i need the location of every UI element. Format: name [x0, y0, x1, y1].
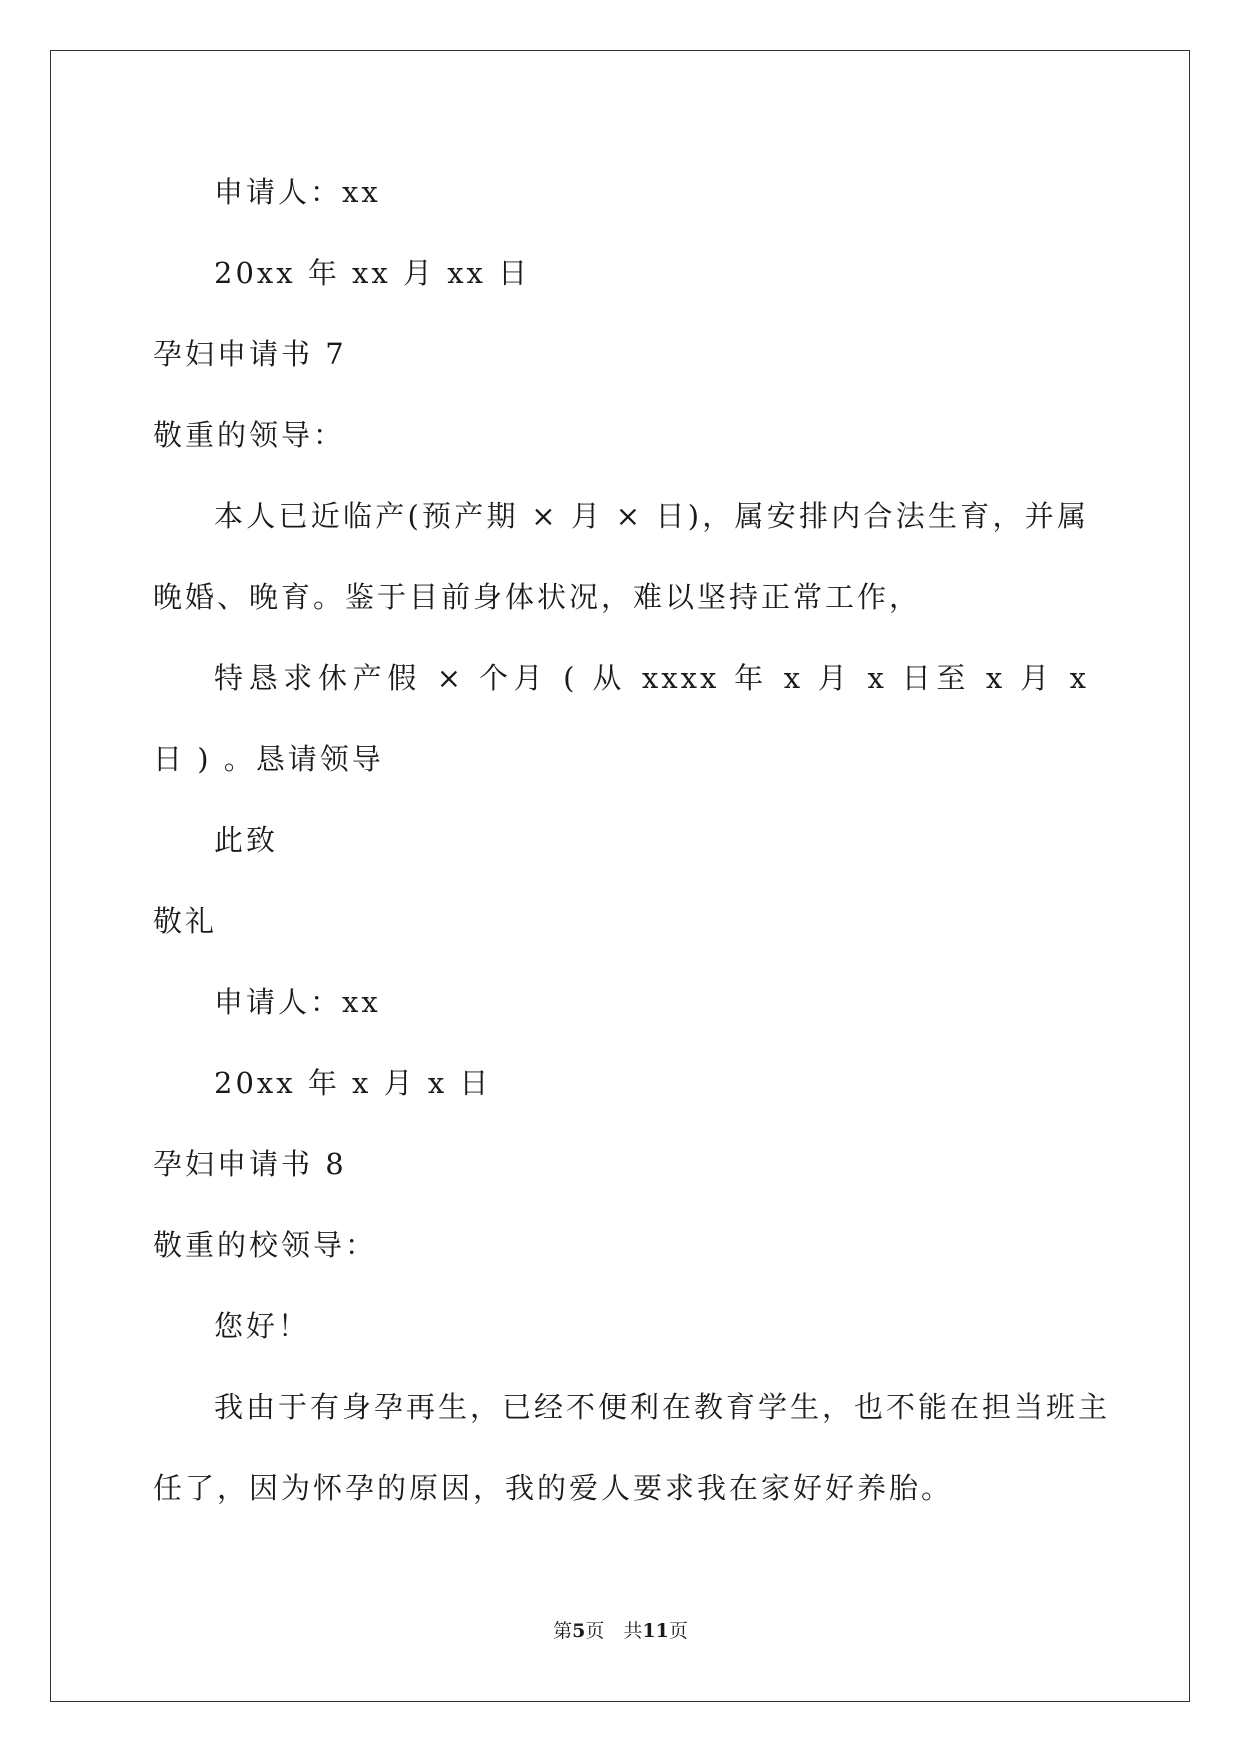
body-paragraph: 特恳求休产假 × 个月 ( 从 xxxx 年 x 月 x 日至 x 月 x: [214, 661, 1089, 695]
date-line: 20xx 年 x 月 x 日: [214, 1066, 492, 1100]
closing-line: 敬礼: [153, 904, 218, 938]
applicant-line: 申请人：xx: [214, 175, 381, 209]
body-paragraph: 任了，因为怀孕的原因，我的爱人要求我在家好好养胎。: [153, 1471, 954, 1505]
total-pages-number: 11: [642, 1620, 669, 1642]
closing-line: 此致: [214, 823, 279, 857]
section-title: 孕妇申请书 7: [153, 337, 347, 371]
page-border: [50, 50, 1190, 1702]
body-paragraph: 本人已近临产(预产期 × 月 × 日)，属安排内合法生育，并属: [214, 499, 1089, 533]
section-title: 孕妇申请书 8: [153, 1147, 347, 1181]
page-prefix: 第: [553, 1620, 573, 1642]
salutation: 敬重的校领导：: [153, 1228, 378, 1262]
page-suffix: 页: [668, 1620, 688, 1642]
current-page-number: 5: [572, 1620, 586, 1642]
page-mid: 页 共: [585, 1620, 643, 1642]
body-paragraph: 晚婚、晚育。鉴于目前身体状况，难以坚持正常工作，: [153, 580, 922, 614]
body-paragraph: 我由于有身孕再生，已经不便利在教育学生，也不能在担当班主: [214, 1390, 1111, 1424]
date-line: 20xx 年 xx 月 xx 日: [214, 256, 531, 290]
greeting-line: 您好！: [214, 1309, 311, 1343]
page-footer: [0, 1618, 1241, 1644]
salutation: 敬重的领导：: [153, 418, 346, 452]
applicant-line: 申请人：xx: [214, 985, 381, 1019]
body-paragraph: 日 ) 。恳请领导: [153, 742, 384, 776]
